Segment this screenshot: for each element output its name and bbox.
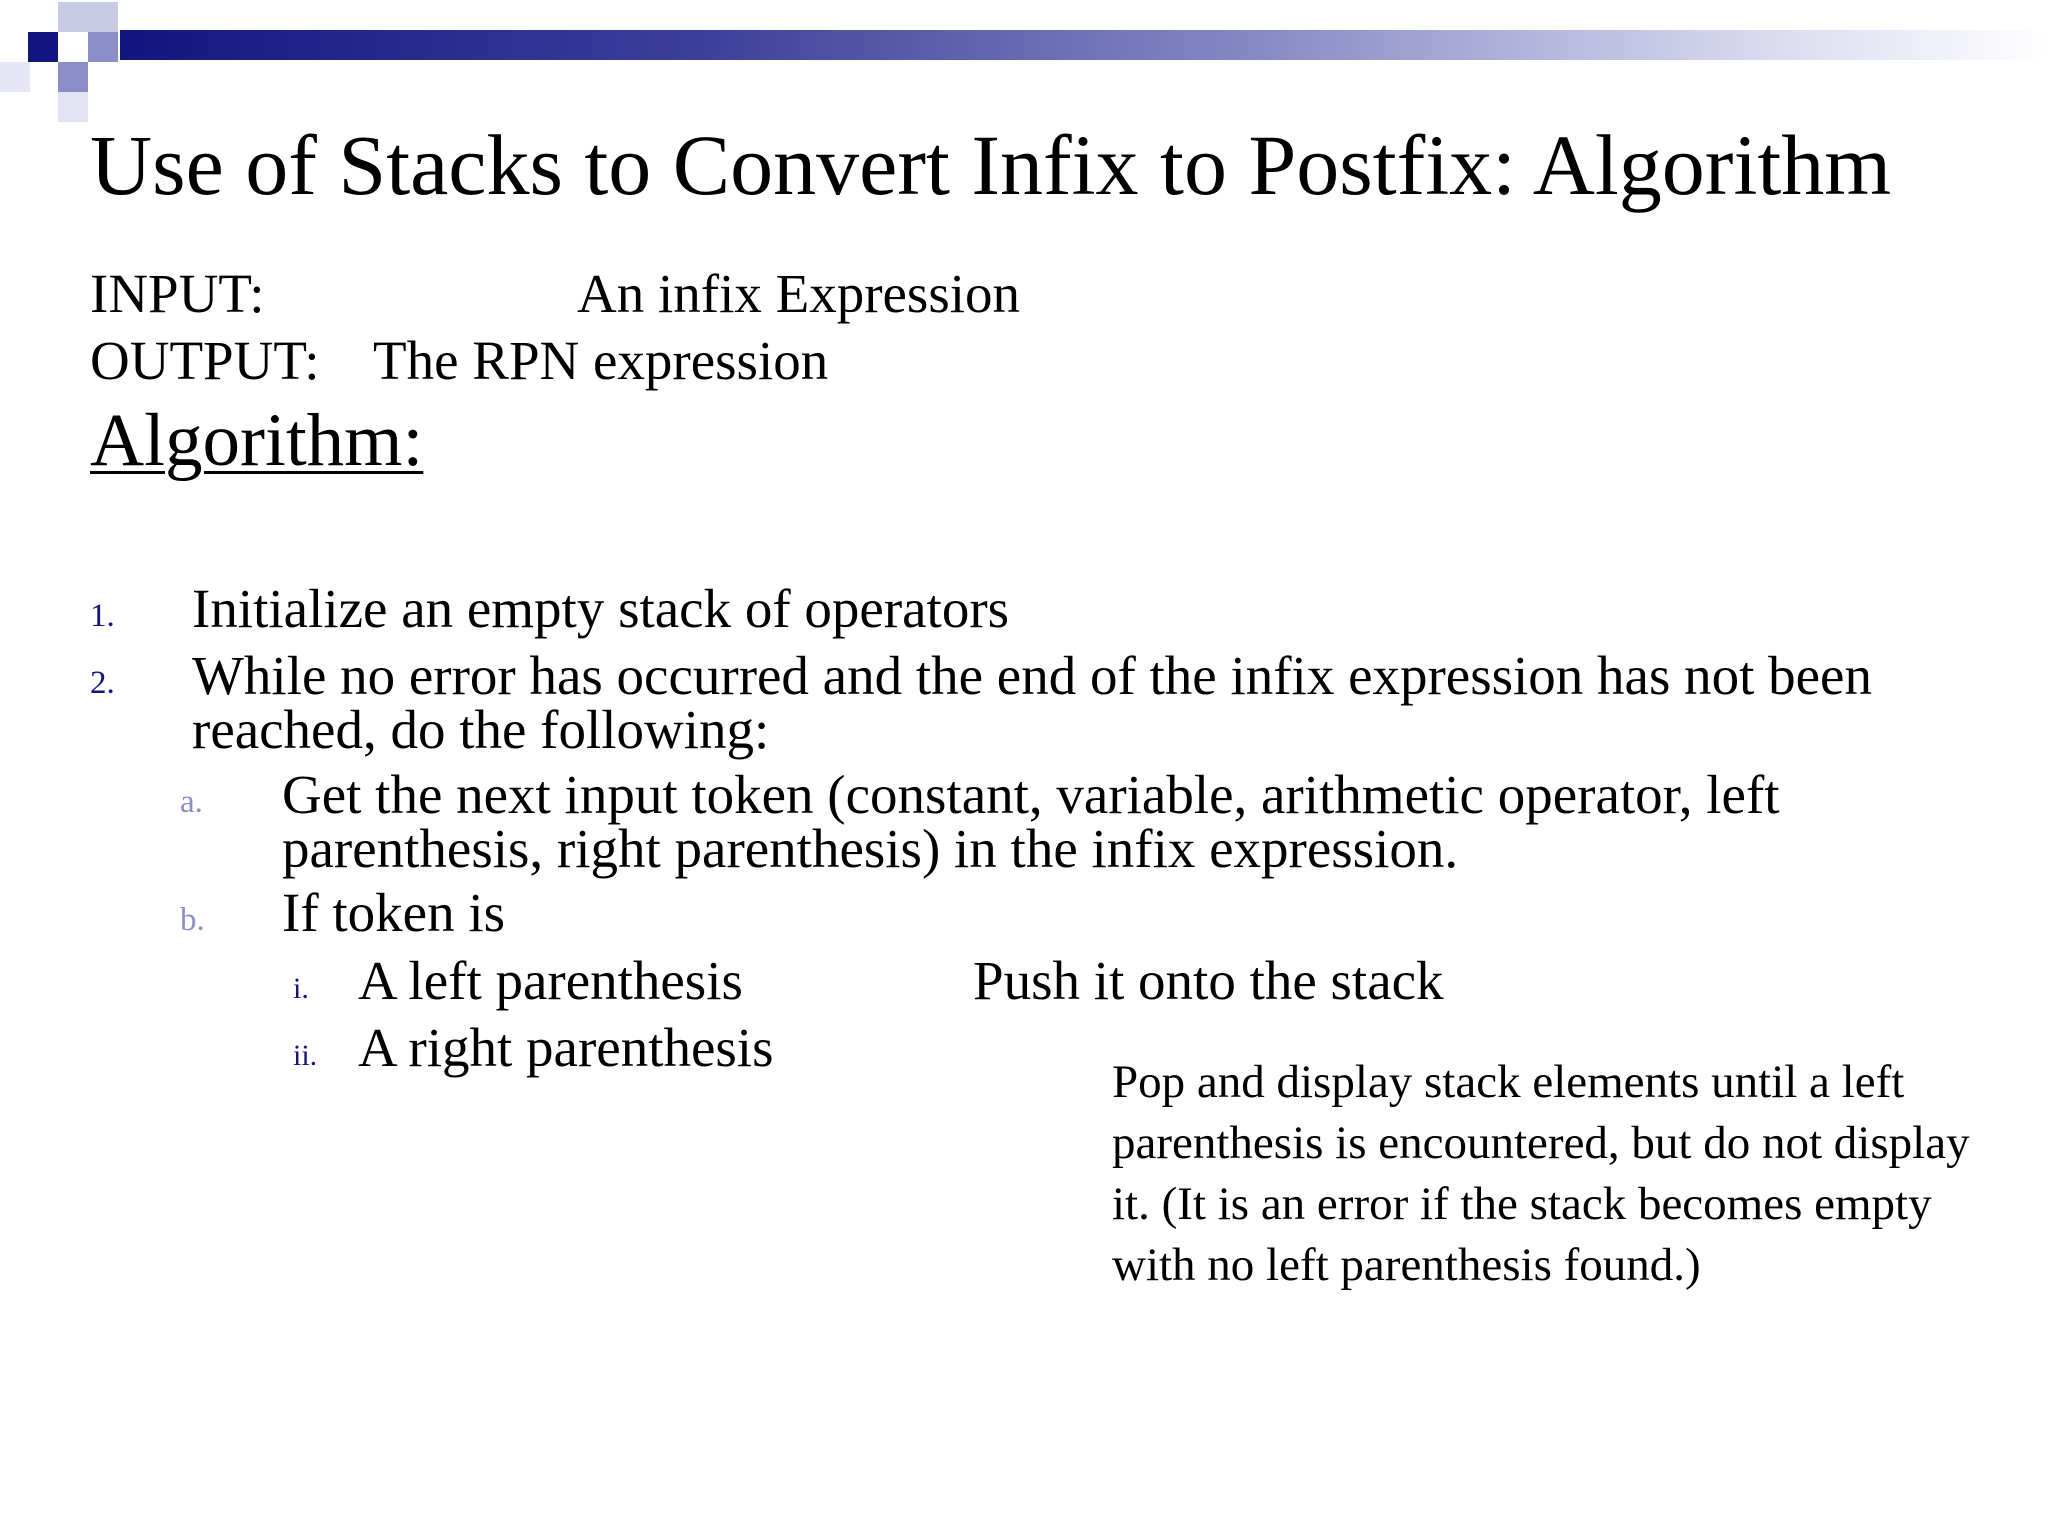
case-i-text: A left parenthesis <box>358 950 743 1011</box>
slide-title: Use of Stacks to Convert Infix to Postfix: Algorithm <box>90 117 1892 213</box>
step-2-text: While no error has occurred and the end of the infix expression has not been reached, do the following: <box>192 645 1872 760</box>
substep-a-text: Get the next input token (constant, variable, arithmetic operator, left parenthesis, right parenthesis) in the infix expression. <box>282 764 1780 879</box>
output-value: The RPN expression <box>373 330 829 391</box>
case-i-action: Push it onto the stack <box>973 950 1444 1011</box>
case-i-marker: i. <box>293 972 309 1005</box>
input-label: INPUT: <box>90 263 265 324</box>
input-value: An infix Expression <box>577 263 1021 324</box>
case-ii-marker: ii. <box>293 1039 318 1072</box>
decor-square <box>58 62 88 92</box>
step-1-marker: 1. <box>90 598 115 634</box>
decor-square <box>0 62 30 92</box>
header-gradient-bar <box>120 30 2048 60</box>
decor-square <box>58 2 88 32</box>
decor-square <box>88 2 118 32</box>
substep-a-marker: a. <box>180 784 203 820</box>
decor-square <box>28 32 58 62</box>
substep-b-text: If token is <box>282 882 506 943</box>
decor-square <box>88 32 118 62</box>
step-2-marker: 2. <box>90 665 115 701</box>
case-ii-text: A right parenthesis <box>358 1017 774 1078</box>
algorithm-heading: Algorithm: <box>90 399 424 482</box>
output-label: OUTPUT: <box>90 330 320 391</box>
step-1-text: Initialize an empty stack of operators <box>192 578 1010 639</box>
decor-square <box>58 92 88 122</box>
case-ii-action: Pop and display stack elements until a left parenthesis is encountered, but do not display it. (It is an error if the stack becomes empty with no left parenthesis found.) <box>1112 1056 1970 1291</box>
substep-b-marker: b. <box>180 902 205 938</box>
